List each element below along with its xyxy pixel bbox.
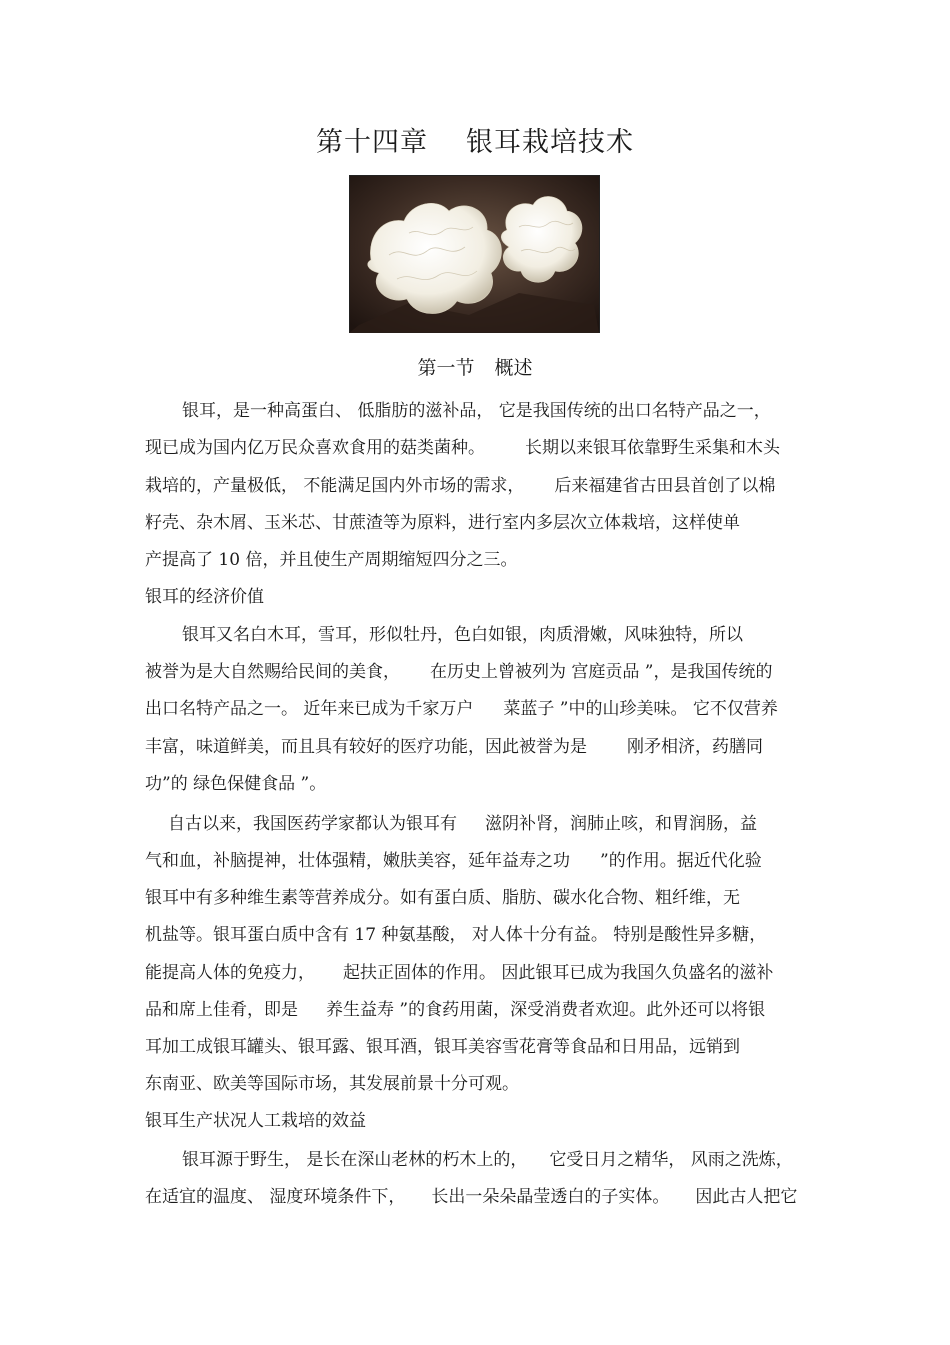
paragraph-line: 现已成为国内亿万民众喜欢食用的菇类菌种。 长期以来银耳依靠野生采集和木头	[145, 438, 780, 458]
chapter-name: 银耳栽培技术	[466, 127, 634, 158]
paragraph-line: 在适宜的温度、 湿度环境条件下， 长出一朵朵晶莹透白的子实体。 因此古人把它	[145, 1187, 798, 1207]
paragraph-line: 出口名特产品之一。 近年来已成为千家万户 菜蓝子 ”中的山珍美味。 它不仅营养	[145, 699, 778, 719]
paragraph-line: 耳加工成银耳罐头、银耳露、银耳酒，银耳美容雪花膏等食品和日用品，远销到	[145, 1037, 740, 1057]
subheading-economic-value: 银耳的经济价值	[145, 587, 264, 607]
paragraph-line: 银耳源于野生， 是长在深山老林的朽木上的， 它受日月之精华， 风雨之洗炼，	[182, 1150, 793, 1170]
paragraph-line: 银耳又名白木耳，雪耳，形似牡丹，色白如银，肉质滑嫩，风味独特，所以	[182, 625, 743, 645]
section-title	[0, 353, 950, 380]
chapter-number: 第十四章	[316, 127, 428, 158]
paragraph-line: 自古以来，我国医药学家都认为银耳有 滋阴补肾，润肺止咳，和胃润肠，益	[168, 814, 757, 834]
section-number: 第一节	[417, 357, 475, 379]
tremella-photo	[349, 175, 600, 333]
paragraph-line: 机盐等。银耳蛋白质中含有 17 种氨基酸， 对人体十分有益。 特别是酸性异多糖，	[145, 925, 767, 945]
paragraph-line: 东南亚、欧美等国际市场，其发展前景十分可观。	[145, 1074, 519, 1094]
paragraph-line: 能提高人体的免疫力， 起扶正固体的作用。 因此银耳已成为我国久负盛名的滋补	[145, 963, 774, 983]
paragraph-line: 产提高了 10 倍，并且使生产周期缩短四分之三。	[145, 550, 518, 570]
paragraph-line: 气和血，补脑提神，壮体强精，嫩肤美容，延年益寿之功 ”的作用。据近代化验	[145, 851, 762, 871]
paragraph-line: 品和席上佳肴，即是 养生益寿 ”的食药用菌，深受消费者欢迎。此外还可以将银	[145, 1000, 766, 1020]
paragraph-line: 功”的 绿色保健食品 ”。	[145, 774, 327, 794]
paragraph-line: 银耳中有多种维生素等营养成分。如有蛋白质、脂肪、碳水化合物、粗纤维，无	[145, 888, 740, 908]
paragraph-line: 被誉为是大自然赐给民间的美食， 在历史上曾被列为 宫庭贡品 ”，是我国传统的	[145, 662, 773, 682]
paragraph-line: 丰富，味道鲜美，而且具有较好的医疗功能，因此被誉为是 刚矛相济，药膳同	[145, 737, 763, 757]
section-name: 概述	[494, 357, 533, 379]
paragraph-line: 栽培的，产量极低， 不能满足国内外市场的需求， 后来福建省古田县首创了以棉	[145, 476, 776, 496]
subheading-production-status: 银耳生产状况人工栽培的效益	[145, 1111, 366, 1131]
paragraph-line: 银耳，是一种高蛋白、 低脂肪的滋补品， 它是我国传统的出口名特产品之一，	[182, 401, 771, 421]
chapter-title	[0, 120, 950, 159]
paragraph-line: 籽壳、杂木屑、玉米芯、甘蔗渣等为原料，进行室内多层次立体栽培，这样使单	[145, 513, 740, 533]
